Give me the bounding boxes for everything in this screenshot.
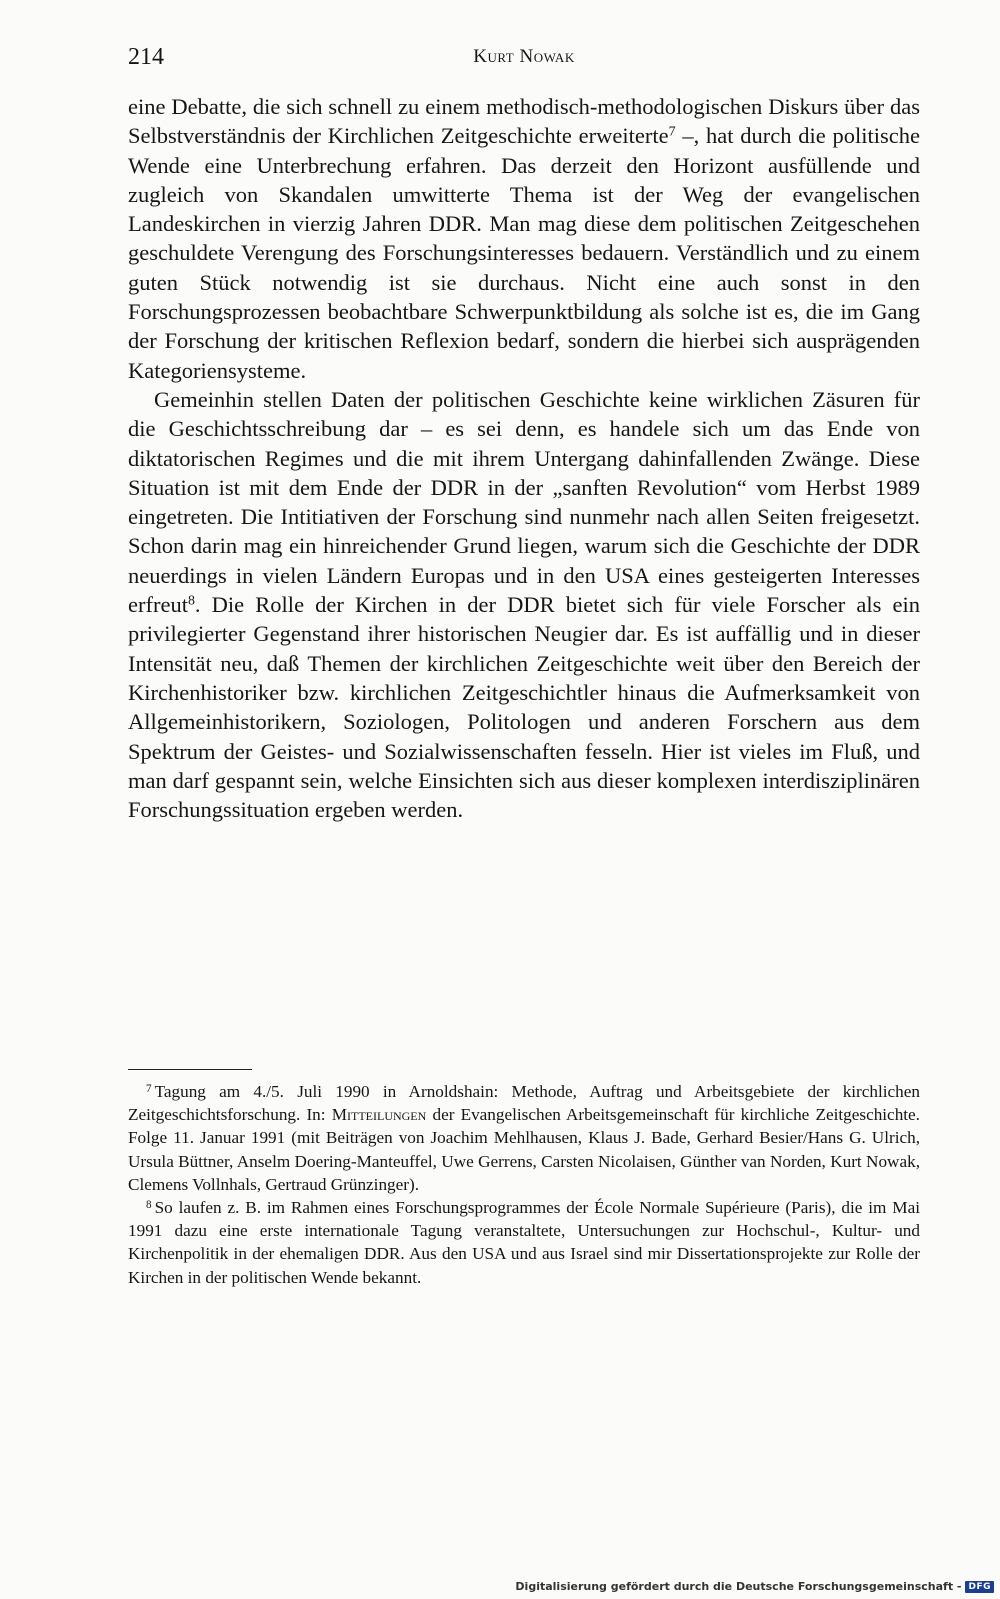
paragraph-2-text-start: Gemeinhin stellen Daten der politischen Geschichte keine wirklichen Zäsuren für die Geschichtsschreibung dar – es sei denn, es handele sich um das Ende von diktatorischen Regimes und die mit ihrem Untergang dahinfallenden Zwänge. Diese Situation ist mit dem Ende der DDR in der „sanften Revolution“ vom Herbst 1989 eingetreten. Die Intitiativen der Forschung sind nunmehr nach allen Seiten freigesetzt. Schon darin mag ein hinreichender Grund liegen, warum sich die Geschichte der DDR neuerdings in vielen Ländern Europas und in den USA eines gesteigerten Interesses erfreut bbox=[128, 386, 920, 618]
page-number: 214 bbox=[128, 44, 164, 70]
footnotes bbox=[128, 1080, 920, 1289]
paragraph-2-text-end: . Die Rolle der Kirchen in der DDR bietet sich für viele Forscher als ein privilegierter Gegenstand ihrer historischen Neugier dar. Es ist auffällig und in dieser Intensität neu, daß Themen der kirchlichen Zeitgeschichte weit über den Bereich der Kirchenhistoriker bzw. kirchlichen Zeitgeschichtler hinaus die Aufmerksamkeit von Allgemeinhistorikern, Soziologen, Politologen und anderen Forschern aus dem Spektrum der Geistes- und Sozialwissenschaften fesseln. Hier ist vieles im Fluß, und man darf gespannt sein, welche Einsichten sich aus dieser komplexen interdisziplinären Forschungssituation ergeben werden. bbox=[128, 592, 920, 823]
body-text bbox=[128, 92, 920, 824]
paragraph-1 bbox=[128, 92, 920, 385]
paragraph-1-text-start: eine Debatte, die sich schnell zu einem methodisch-methodologischen Diskurs über das Selbstverständnis der Kirchlichen Zeitgeschichte erweiterte bbox=[128, 94, 920, 149]
footnote-text: Tagung am 4./5. Juli 1990 in Arnoldshain: Methode, Auftrag und Arbeitsgebiete der kirchlichen Zeitgeschichtsforschung. In: bbox=[128, 1082, 920, 1125]
paragraph-1-text-end: –, hat durch die politische Wende eine Unterbrechung erfahren. Das derzeit den Horizont ausfüllende und zugleich von Skandalen umwitterte Thema ist der Weg der evangelischen Landeskirchen in vierzig Jahren DDR. Man mag diese dem politischen Zeitgeschehen geschuldete Verengung des Forschungsinteresses bedauern. Verständlich und zu einem guten Stück notwendig ist sie durchaus. Nicht eine auch sonst in den Forschungsprozessen beobachtbare Schwerpunktbildung als solche ist es, die im Gang der Forschung der kritischen Reflexion bedarf, sondern die hierbei sich ausprägenden Kategoriensysteme. bbox=[128, 123, 920, 383]
dfg-logo-icon: DFG bbox=[965, 1581, 994, 1593]
digitization-banner bbox=[515, 1580, 994, 1593]
footnote-ref-7: 7 bbox=[668, 124, 676, 140]
digitization-credit: Digitalisierung gefördert durch die Deutsche Forschungsgemeinschaft - bbox=[515, 1580, 962, 1593]
footnote-8 bbox=[128, 1196, 920, 1289]
footnote-text: der Evangelischen Arbeitsgemeinschaft für kirchliche Zeitgeschichte. Folge 11. Januar 1991 (mit Beiträgen von Joachim Mehlhausen, Klaus J. Bade, Gerhard Besier/Hans G. Ulrich, Ursula Büttner, Anselm Doering-Manteuffel, Uwe Gerrens, Carsten Nicolaisen, Günther van Norden, Kurt Nowak, Clemens Vollnhals, Gertraud Grünzinger). bbox=[128, 1105, 920, 1194]
paragraph-2 bbox=[128, 385, 920, 824]
page-header bbox=[128, 40, 920, 76]
footnote-ref-8: 8 bbox=[187, 593, 195, 609]
footnote-number: 8 bbox=[146, 1199, 152, 1211]
footnote-text: So laufen z. B. im Rahmen eines Forschungsprogrammes der École Normale Supérieure (Paris), die im Mai 1991 dazu eine erste internationale Tagung veranstaltete, Untersuchungen zur Hochschul-, Kultur- und Kirchenpolitik in der ehemaligen DDR. Aus den USA und aus Israel sind mir Dissertationsprojekte zur Rolle der Kirchen in der politischen Wende bekannt. bbox=[128, 1198, 920, 1287]
running-head: Kurt Nowak bbox=[473, 46, 575, 67]
footnote-divider bbox=[128, 1069, 252, 1070]
footnote-7 bbox=[128, 1080, 920, 1196]
footnote-number: 7 bbox=[146, 1082, 152, 1095]
footnote-journal-title: Mitteilungen bbox=[331, 1105, 427, 1125]
